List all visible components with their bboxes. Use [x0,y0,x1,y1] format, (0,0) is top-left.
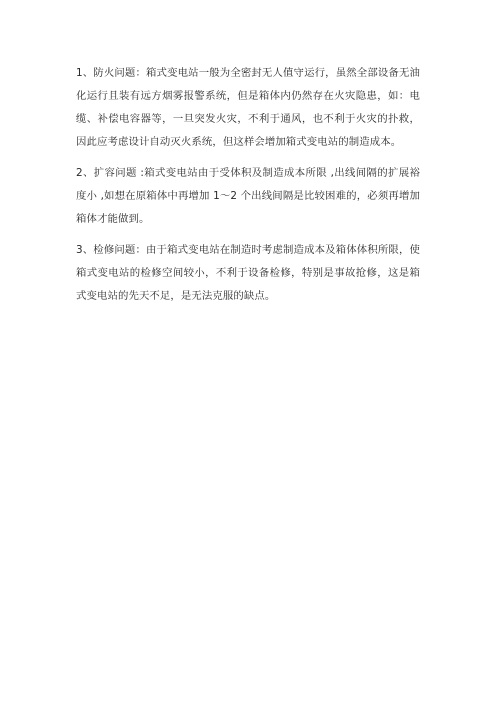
paragraph-maintenance: 3、检修问题：由于箱式变电站在制造时考虑制造成本及箱体体积所限，使箱式变电站的检修空间较小，不利于设备检修，特别是事故抢修，这是箱式变电站的先天不足，是无法克服的缺点。 [76,244,420,302]
paragraph-expansion: 2、扩容问题 :箱式变电站由于受体积及制造成本所限 ,出线间隔的扩展裕度小 ,如想在原箱体中再增加 1～2 个出线间隔是比较困难的，必须再增加箱体才能做到。 [76,167,420,225]
paragraph-fire-safety: 1、防火问题：箱式变电站一般为全密封无人值守运行，虽然全部设备无油化运行且装有远方烟雾报警系统，但是箱体内仍然存在火灾隐患，如：电缆、补偿电容器等，一旦突发火灾，不利于通风，也不利于火灾的扑救，因此应考虑设计自动灭火系统，但这样会增加箱式变电站的制造成本。 [76,67,420,148]
document-body [76,62,420,318]
